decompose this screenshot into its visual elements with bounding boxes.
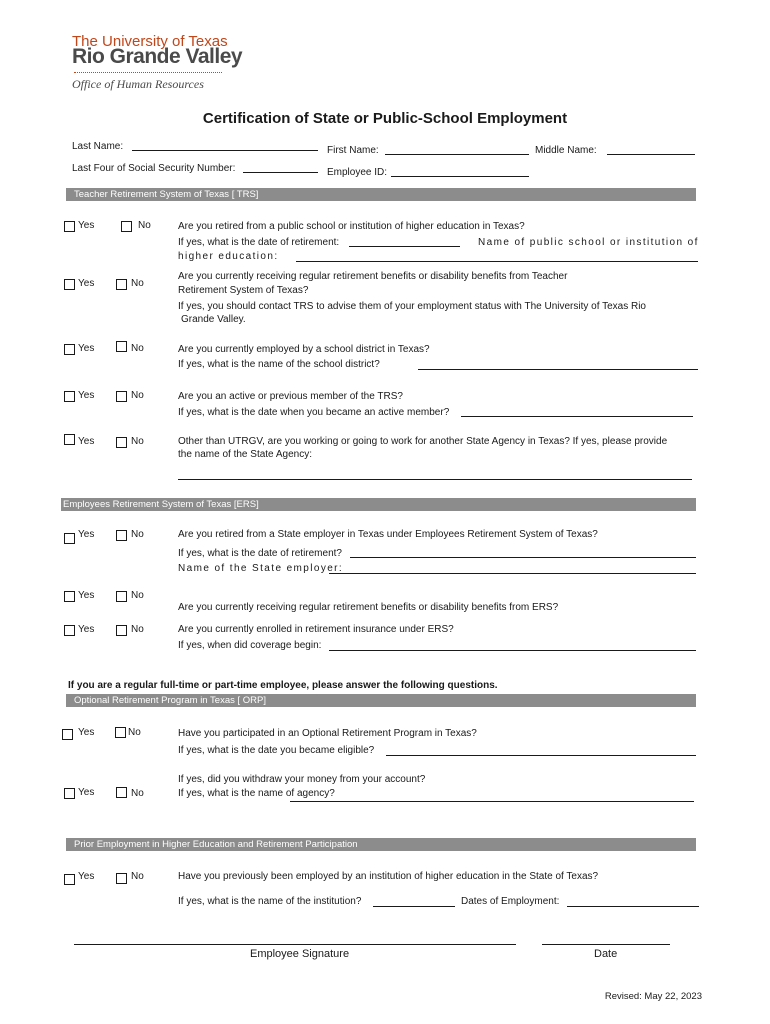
orp-q1-no-checkbox[interactable] <box>115 727 126 738</box>
trs-q2b-text: Retirement System of Texas? <box>178 285 309 296</box>
prior-dates-field[interactable] <box>567 906 699 907</box>
logo-university-text: The University of Texas <box>72 33 228 50</box>
orp-agency-field[interactable] <box>290 801 694 802</box>
ers-section-header <box>61 498 696 511</box>
trs-q3-text: Are you currently employed by a school district in Texas? <box>178 344 430 355</box>
first-name-field[interactable] <box>385 154 529 155</box>
ers-q2-no-checkbox[interactable] <box>116 591 127 602</box>
date-line[interactable] <box>542 944 670 945</box>
orp-heading: Optional Retirement Program in Texas [ ORP] <box>74 695 267 706</box>
trs-q5-no-label: No <box>131 436 144 447</box>
orp-q2a-text: If yes, what is the name of agency? <box>178 788 335 799</box>
trs-q5-yes-checkbox[interactable] <box>64 434 75 445</box>
trs-q2-text: Are you currently receiving regular retirement benefits or disability benefits from Teacher <box>178 271 568 282</box>
ers-q2-no-label: No <box>131 590 144 601</box>
trs-school-district-field[interactable] <box>418 369 698 370</box>
orp-q2-text: If yes, did you withdraw your money from your account? <box>178 774 426 785</box>
middle-name-label: Middle Name: <box>535 145 597 156</box>
trs-q2-yes-checkbox[interactable] <box>64 279 75 290</box>
date-label: Date <box>594 948 618 960</box>
ers-q3a-text: If yes, when did coverage begin: <box>178 640 322 651</box>
trs-q1-no-checkbox[interactable] <box>121 221 132 232</box>
orp-q2-no-checkbox[interactable] <box>116 787 127 798</box>
ers-q1b-text: Name of the State employer: <box>178 563 344 574</box>
ssn-label: Last Four of Social Security Number: <box>72 163 236 174</box>
trs-q2-no-label: No <box>131 278 144 289</box>
trs-q2c-text: If yes, you should contact TRS to advise them of your employment status with The University of Texas Rio <box>178 301 646 312</box>
ers-q1-no-checkbox[interactable] <box>116 530 127 541</box>
prior-institution-field[interactable] <box>373 906 455 907</box>
prior-heading: Prior Employment in Higher Education and Retirement Participation <box>74 839 358 850</box>
orp-q1a-text: If yes, what is the date you became eligible? <box>178 745 375 756</box>
ers-q2-yes-label: Yes <box>78 590 95 601</box>
orp-eligible-date-field[interactable] <box>386 755 696 756</box>
middle-name-field[interactable] <box>607 154 695 155</box>
ers-q2-yes-checkbox[interactable] <box>64 591 75 602</box>
trs-q3a-text: If yes, what is the name of the school district? <box>178 359 380 370</box>
trs-q3-no-label: No <box>131 343 144 354</box>
trs-heading: Teacher Retirement System of Texas [ TRS] <box>74 189 259 200</box>
prior-q1-yes-checkbox[interactable] <box>64 874 75 885</box>
trs-q1b-text: Name of public school or institution of <box>478 237 699 248</box>
trs-q5-text: Other than UTRGV, are you working or going to work for another State Agency in Texas? If yes, please provide <box>178 436 668 447</box>
trs-q5b-text: the name of the State Agency: <box>178 449 312 460</box>
ers-q1-text: Are you retired from a State employer in Texas under Employees Retirement System of Texas? <box>178 529 598 540</box>
trs-institution-field[interactable] <box>296 261 698 262</box>
logo-office-text: Office of Human Resources <box>72 77 204 91</box>
trs-section-header <box>66 188 696 201</box>
orp-q1-no-label: No <box>128 727 141 738</box>
trs-state-agency-field[interactable] <box>178 479 692 480</box>
trs-q2-no-checkbox[interactable] <box>116 279 127 290</box>
trs-q4-yes-label: Yes <box>78 390 95 401</box>
orp-intro: If you are a regular full-time or part-time employee, please answer the following questions. <box>68 680 498 691</box>
first-name-label: First Name: <box>327 145 379 156</box>
trs-q3-no-checkbox[interactable] <box>116 341 127 352</box>
last-name-field[interactable] <box>132 150 318 151</box>
trs-q1-text: Are you retired from a public school or institution of higher education in Texas? <box>178 221 525 232</box>
logo-divider <box>74 72 222 73</box>
trs-q2d-text: Grande Valley. <box>181 314 246 325</box>
trs-q1-no-label: No <box>138 220 151 231</box>
ers-retirement-date-field[interactable] <box>350 557 696 558</box>
prior-q1-text: Have you previously been employed by an institution of higher education in the State of Texas? <box>178 871 599 882</box>
trs-q3-yes-checkbox[interactable] <box>64 344 75 355</box>
prior-q1-no-checkbox[interactable] <box>116 873 127 884</box>
trs-q4-text: Are you an active or previous member of the TRS? <box>178 391 403 402</box>
trs-q5-yes-label: Yes <box>78 436 95 447</box>
prior-q1b-text: Dates of Employment: <box>461 896 560 907</box>
ers-q2-text: Are you currently receiving regular retirement benefits or disability benefits from ERS? <box>178 602 559 613</box>
trs-q4-yes-checkbox[interactable] <box>64 391 75 402</box>
trs-q2-yes-label: Yes <box>78 278 95 289</box>
trs-member-date-field[interactable] <box>461 416 693 417</box>
trs-q1-yes-label: Yes <box>78 220 95 231</box>
ers-q1-yes-label: Yes <box>78 529 95 540</box>
trs-q4-no-label: No <box>131 390 144 401</box>
ers-q3-no-checkbox[interactable] <box>116 625 127 636</box>
ers-q3-yes-checkbox[interactable] <box>64 625 75 636</box>
ers-q3-no-label: No <box>131 624 144 635</box>
form-title: Certification of State or Public-School Employment <box>202 110 568 127</box>
signature-label: Employee Signature <box>250 948 350 960</box>
prior-q1-no-label: No <box>131 871 144 882</box>
ssn-field[interactable] <box>243 172 318 173</box>
employee-id-field[interactable] <box>391 176 529 177</box>
employee-id-label: Employee ID: <box>327 167 388 178</box>
ers-heading: Employees Retirement System of Texas [ERS] <box>63 499 259 510</box>
trs-q1-yes-checkbox[interactable] <box>64 221 75 232</box>
orp-q1-text: Have you participated in an Optional Retirement Program in Texas? <box>178 728 477 739</box>
trs-q5-no-checkbox[interactable] <box>116 437 127 448</box>
signature-line[interactable] <box>74 944 516 945</box>
orp-q2-yes-label: Yes <box>78 787 95 798</box>
ers-state-employer-field[interactable] <box>329 573 696 574</box>
ers-q1-no-label: No <box>131 529 144 540</box>
trs-retirement-date-field[interactable] <box>349 246 460 247</box>
orp-q1-yes-checkbox[interactable] <box>62 729 73 740</box>
last-name-label: Last Name: <box>72 141 124 152</box>
ers-q1a-text: If yes, what is the date of retirement? <box>178 548 342 559</box>
revised-date: Revised: May 22, 2023 <box>604 991 702 1002</box>
orp-q2-yes-checkbox[interactable] <box>64 788 75 799</box>
orp-q2-no-label: No <box>131 788 144 799</box>
ers-coverage-date-field[interactable] <box>329 650 696 651</box>
trs-q4-no-checkbox[interactable] <box>116 391 127 402</box>
orp-section-header <box>66 694 696 707</box>
prior-q1-yes-label: Yes <box>78 871 95 882</box>
ers-q1-yes-checkbox[interactable] <box>64 533 75 544</box>
trs-q1a-text: If yes, what is the date of retirement: <box>178 237 340 248</box>
trs-q3-yes-label: Yes <box>78 343 95 354</box>
logo-campus-text: Rio Grande Valley <box>72 45 243 68</box>
trs-q1c-text: higher education: <box>178 251 279 262</box>
ers-q3-text: Are you currently enrolled in retirement insurance under ERS? <box>178 624 454 635</box>
orp-q1-yes-label: Yes <box>78 727 95 738</box>
ers-q3-yes-label: Yes <box>78 624 95 635</box>
trs-q4a-text: If yes, what is the date when you became an active member? <box>178 407 450 418</box>
prior-q1a-text: If yes, what is the name of the institution? <box>178 896 362 907</box>
prior-section-header <box>66 838 696 851</box>
